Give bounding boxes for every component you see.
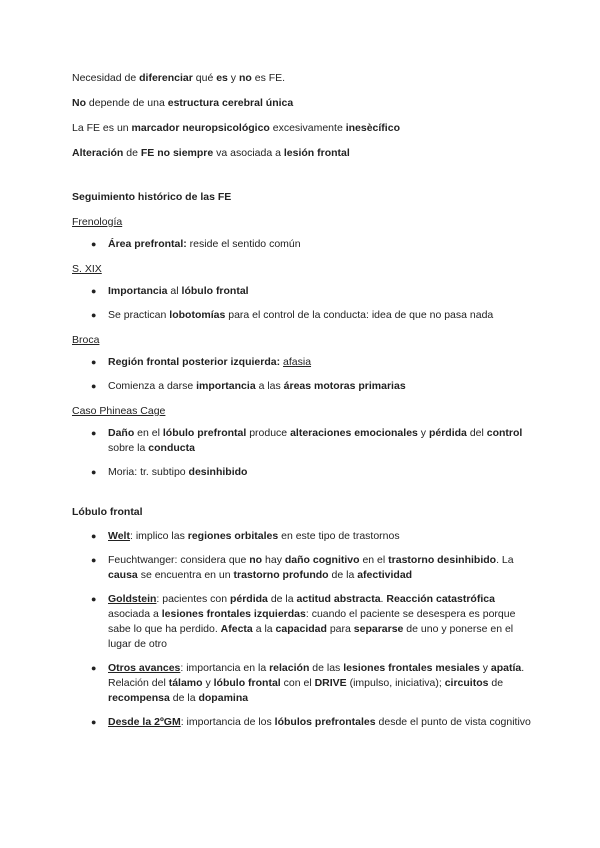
bullet-list (72, 284, 532, 323)
bold-text: importancia (196, 380, 256, 392)
bullet-icon: ● (91, 531, 97, 541)
text-run: Comienza a darse (108, 380, 197, 392)
frontal-section-title: Lóbulo frontal (72, 506, 143, 518)
intro-line (72, 145, 532, 161)
bold-text: tálamo (168, 677, 203, 689)
bold-text: no (238, 72, 252, 84)
bold-text: Reacción catastrófica (386, 593, 495, 605)
text-run: va asociada a (213, 147, 284, 159)
list-item (72, 284, 532, 299)
bold-text: desinhibido (188, 466, 248, 478)
list-item (72, 237, 532, 252)
text-run: en el (359, 554, 389, 566)
bold-text: DRIVE (314, 677, 347, 689)
bold-text: control (486, 427, 523, 439)
bold-text: lesión frontal (283, 147, 350, 159)
bold-text: Goldstein (108, 593, 157, 605)
list-item (72, 592, 532, 652)
bold-text: Welt (108, 530, 130, 542)
list-item (72, 355, 532, 370)
text-run: es FE. (251, 72, 286, 84)
text-run: de (488, 677, 504, 689)
subsection-heading: Frenología (72, 216, 123, 228)
text-run: La FE es un (72, 122, 132, 134)
bullet-list (72, 237, 532, 252)
text-run: y (202, 677, 214, 689)
text-run: con el (280, 677, 315, 689)
bold-text: lesiones frontales izquierdas (161, 608, 306, 620)
bold-text: relación (269, 662, 310, 674)
bullet-list (72, 426, 532, 480)
bold-text: Afecta (220, 623, 253, 635)
bullet-icon: ● (91, 286, 97, 296)
list-item (72, 379, 532, 394)
text-run: de la (328, 569, 358, 581)
text-run: : importancia de los (180, 716, 275, 728)
bold-text: áreas motoras primarias (283, 380, 406, 392)
bullet-icon: ● (91, 357, 97, 367)
text-run: Feuchtwanger: considera que (108, 554, 250, 566)
text-run: : implico las (129, 530, 188, 542)
bold-text: trastorno profundo (233, 569, 329, 581)
bold-text: Desde la 2ºGM (108, 716, 181, 728)
text-run: afasia (283, 356, 312, 368)
text-run: : importancia en la (180, 662, 270, 674)
bold-text: alteraciones emocionales (290, 427, 418, 439)
bullet-icon: ● (91, 663, 97, 673)
bold-text: Importancia (108, 285, 168, 297)
bold-text: Área prefrontal: (108, 238, 187, 250)
text-run: al (167, 285, 182, 297)
bold-text: daño cognitivo (284, 554, 360, 566)
bullet-icon: ● (91, 310, 97, 320)
text-run: y (417, 427, 429, 439)
bullet-icon: ● (91, 594, 97, 604)
text-run: de la (267, 593, 297, 605)
subsection-heading: S. XIX (72, 263, 102, 275)
text-run: . La (496, 554, 514, 566)
bullet-icon: ● (91, 428, 97, 438)
bold-text: Daño (108, 427, 135, 439)
text-run: de uno y ponerse en el lugar de otro (108, 623, 514, 650)
bullet-icon: ● (91, 381, 97, 391)
text-run: a las (255, 380, 284, 392)
bold-text: trastorno desinhibido (388, 554, 497, 566)
text-run: qué (192, 72, 217, 84)
bullet-icon: ● (91, 467, 97, 477)
intro-line (72, 95, 532, 111)
bold-text: lóbulos prefrontales (274, 716, 376, 728)
bold-text: circuitos (444, 677, 489, 689)
text-run: depende de una (86, 97, 168, 109)
intro-line (72, 120, 532, 136)
text-run: : pacientes con (156, 593, 230, 605)
text-run: (impulso, iniciativa); (346, 677, 445, 689)
text-run: sobre la (108, 442, 149, 454)
text-run: se encuentra en un (137, 569, 234, 581)
bold-text: no (249, 554, 263, 566)
text-run: en este tipo de trastornos (278, 530, 400, 542)
bold-text: lobotomías (169, 309, 226, 321)
list-item (72, 529, 532, 544)
bold-text: pérdida (229, 593, 268, 605)
text-run: produce (246, 427, 291, 439)
text-run: Necesidad de (72, 72, 140, 84)
text-run: : cuando el paciente se desespera es porque sabe lo que ha perdido. (108, 608, 516, 635)
bold-text: FE no siempre (140, 147, 214, 159)
bold-text: actitud abstracta (296, 593, 381, 605)
list-item (72, 465, 532, 480)
list-item (72, 715, 532, 730)
bold-text: No (72, 97, 86, 109)
bold-text: causa (108, 569, 138, 581)
text-run: de (123, 147, 141, 159)
intro-line (72, 70, 532, 86)
text-run: del (466, 427, 487, 439)
subsection-heading: Broca (72, 334, 100, 346)
bold-text: diferenciar (139, 72, 193, 84)
bold-text: separarse (353, 623, 404, 635)
document-page (72, 70, 532, 739)
bold-text: marcador neuropsicológico (131, 122, 270, 134)
text-run: desde el punto de vista cognitivo (375, 716, 531, 728)
bold-text: afectividad (357, 569, 413, 581)
bold-text: lóbulo frontal (213, 677, 281, 689)
history-section (72, 214, 532, 480)
intro-block (72, 70, 532, 161)
text-run: para (326, 623, 354, 635)
bold-text: dopamina (198, 692, 249, 704)
bold-text: Región frontal posterior izquierda: (108, 356, 281, 368)
text-run: . (380, 593, 387, 605)
list-item (72, 661, 532, 706)
text-run: . Relación del (108, 662, 525, 689)
text-run: excesivamente (269, 122, 346, 134)
bullet-icon: ● (91, 555, 97, 565)
bold-text: Alteración (72, 147, 124, 159)
bold-text: lóbulo prefrontal (162, 427, 247, 439)
text-run: Se practican (108, 309, 170, 321)
text-run: de la (169, 692, 199, 704)
bold-text: capacidad (275, 623, 327, 635)
bold-text: estructura cerebral única (167, 97, 294, 109)
text-run: en el (134, 427, 163, 439)
bold-text: apatía (490, 662, 522, 674)
text-run: para el control de la conducta: idea de que no pasa nada (225, 309, 494, 321)
bold-text: inesècífico (345, 122, 400, 134)
text-run: hay (262, 554, 285, 566)
bold-text: conducta (148, 442, 195, 454)
text-run: y (479, 662, 491, 674)
frontal-list (72, 529, 532, 730)
bold-text: regiones orbitales (187, 530, 279, 542)
bold-text: es (216, 72, 228, 84)
text-run: de las (309, 662, 344, 674)
list-item (72, 426, 532, 456)
bullet-list (72, 355, 532, 394)
bullet-icon: ● (91, 239, 97, 249)
bullet-icon: ● (91, 717, 97, 727)
text-run: reside el sentido común (186, 238, 301, 250)
subsection-heading: Caso Phineas Cage (72, 405, 166, 417)
text-run: Moria: tr. subtipo (108, 466, 189, 478)
text-run: a la (252, 623, 276, 635)
history-section-title: Seguimiento histórico de las FE (72, 191, 232, 203)
bold-text: pérdida (428, 427, 467, 439)
text-run: asociada a (108, 608, 162, 620)
bold-text: Otros avances (108, 662, 181, 674)
text-run: y (227, 72, 239, 84)
bold-text: lóbulo frontal (181, 285, 249, 297)
bold-text: lesiones frontales mesiales (343, 662, 480, 674)
list-item (72, 308, 532, 323)
list-item (72, 553, 532, 583)
bold-text: recompensa (108, 692, 170, 704)
